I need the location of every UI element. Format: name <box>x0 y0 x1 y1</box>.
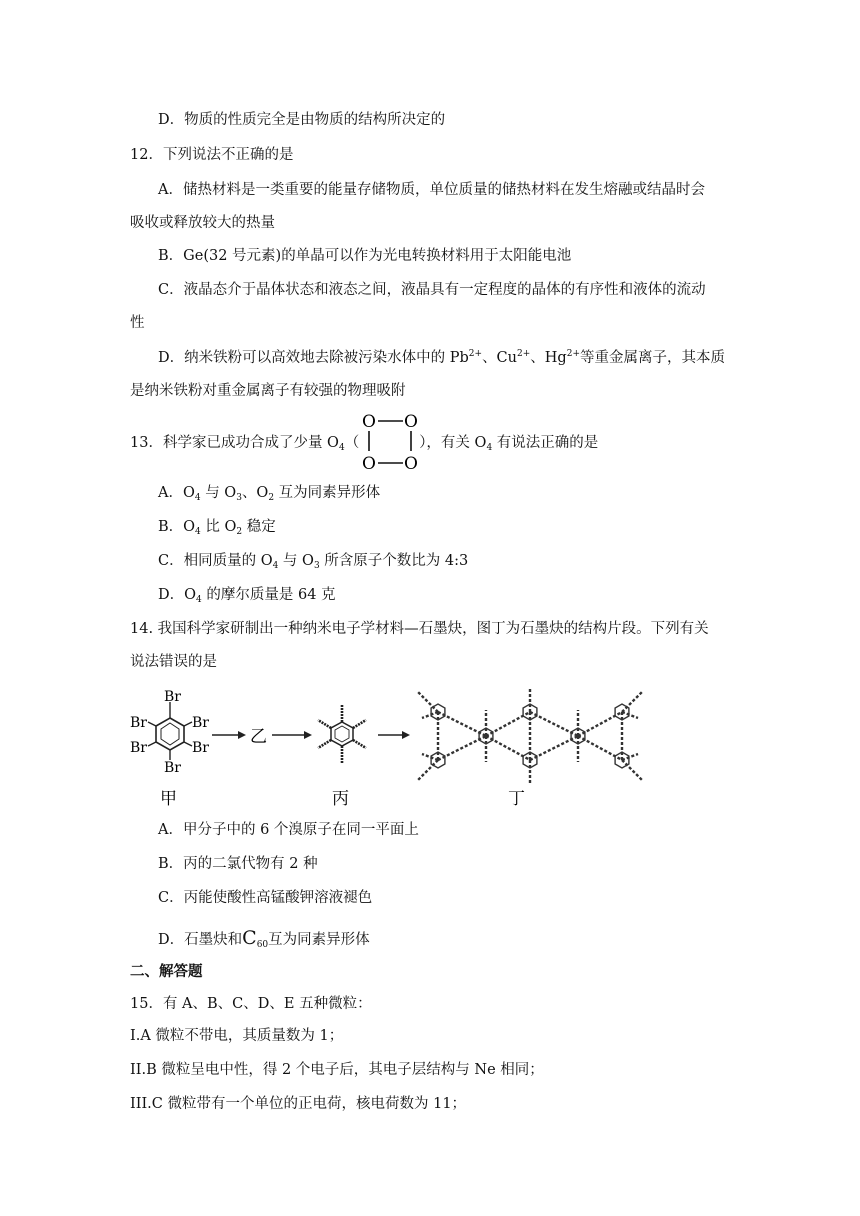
section-title: 二、解答题 <box>130 963 203 980</box>
compound-ding-label: 丁 <box>508 789 525 809</box>
text: 等重金属离子，其本质 <box>580 350 725 366</box>
q12-option-a-line2: 吸收或释放较大的热量 <box>130 215 275 231</box>
text: 与 O <box>278 553 314 569</box>
bond <box>418 692 438 712</box>
bond <box>578 712 622 736</box>
subscript: 4 <box>272 561 279 571</box>
q12-stem: 12．下列说法不正确的是 <box>130 147 294 163</box>
q15-item-ii: II.B 微粒呈电中性，得 2 个电子后，其电子层结构与 Ne 相同； <box>130 1062 544 1078</box>
compound-bing-label: 丙 <box>332 789 349 809</box>
q11-option-d: D．物质的性质完全是由物质的结构所决定的 <box>158 112 446 128</box>
subscript: 4 <box>195 527 201 537</box>
text: 、Cu <box>482 350 517 366</box>
q13-option-c <box>158 551 468 571</box>
q12-option-a-line1: A．储热材料是一类重要的能量存储物质，单位质量的储热材料在发生熔融或结晶时会 <box>158 182 705 198</box>
text: 互为同素异形体 <box>268 932 370 948</box>
q14-stem-line1: 14. 我国科学家研制出一种纳米电子学材料—石墨炔，图丁为石墨炔的结构片段。下列有关 <box>130 621 709 637</box>
text: 13．科学家已成功合成了少量 O <box>130 435 339 451</box>
q12-option-d-line2: 是纳米铁粉对重金属离子有较强的物理吸附 <box>130 383 406 399</box>
text: A．O <box>158 485 195 501</box>
arrow-head <box>238 731 246 739</box>
arrow-head <box>304 731 312 739</box>
text: 的摩尔质量是 64 克 <box>201 587 336 603</box>
text: （ <box>344 435 360 451</box>
hexaethynylbenzene-structure <box>318 704 366 764</box>
bond <box>578 736 622 760</box>
atom-o: O <box>362 412 376 432</box>
subscript: 2 <box>268 493 275 503</box>
q14-option-d <box>158 928 370 950</box>
subscript: 60 <box>256 940 269 950</box>
q12-option-c-line1: C．液晶态介于晶体状态和液态之间，液晶具有一定程度的晶体的有序性和液体的流动 <box>158 282 706 298</box>
bond <box>486 712 530 736</box>
text: D．O <box>158 587 197 603</box>
q15-item-iii: III.C 微粒带有一个单位的正电荷，核电荷数为 11； <box>130 1096 467 1112</box>
subscript: 4 <box>338 443 345 453</box>
text: 互为同素异形体 <box>274 485 381 501</box>
q12-option-c-line2: 性 <box>130 315 145 331</box>
text: 比 O <box>200 519 237 535</box>
subscript: 4 <box>194 493 201 503</box>
text: ），有关 O <box>419 435 487 451</box>
q15-item-i: I.A 微粒不带电，其质量数为 1； <box>130 1028 344 1044</box>
bromine-label: Br <box>192 740 209 756</box>
text: 所含原子个数比为 4:3 <box>319 553 469 569</box>
arrow-head <box>402 731 410 739</box>
bromine-label: Br <box>164 689 181 705</box>
bond <box>418 760 438 780</box>
subscript: 3 <box>313 561 320 571</box>
q12-option-b: B．Ge(32 号元素)的单晶可以作为光电转换材料用于太阳能电池 <box>158 248 572 264</box>
bond <box>422 712 438 718</box>
text: D．石墨炔和 <box>158 932 243 948</box>
c60-symbol: C <box>242 927 257 949</box>
atom-o: O <box>362 454 376 473</box>
q14-option-a: A．甲分子中的 6 个溴原子在同一平面上 <box>158 822 419 838</box>
bond <box>622 692 642 712</box>
bromine-label: Br <box>164 760 181 776</box>
bond <box>622 760 642 780</box>
bond <box>422 754 438 760</box>
text: 稳定 <box>242 519 276 535</box>
atom-o: O <box>404 454 418 473</box>
q14-option-c: C．丙能使酸性高锰酸钾溶液褪色 <box>158 890 373 906</box>
hexabromobenzene-structure <box>130 689 209 776</box>
o4-ring-structure <box>356 407 428 473</box>
q13-option-d <box>158 585 336 605</box>
compound-jia-label: 甲 <box>160 789 177 809</box>
q13-option-a <box>158 483 380 503</box>
text: 、O <box>241 485 269 501</box>
subscript: 4 <box>486 443 493 453</box>
text: B．O <box>158 519 196 535</box>
subscript: 2 <box>236 527 243 537</box>
q12-option-d-line1 <box>158 348 725 368</box>
bond <box>622 754 638 760</box>
text: 有说法正确的是 <box>492 435 599 451</box>
bromine-label: Br <box>192 715 209 731</box>
text: C．相同质量的 O <box>158 553 273 569</box>
text: 、Hg <box>530 350 567 366</box>
q14-stem-line2: 说法错误的是 <box>130 654 217 670</box>
q14-option-b: B．丙的二氯代物有 2 种 <box>158 856 318 872</box>
superscript: 2+ <box>517 349 531 359</box>
intermediate-yi-label: 乙 <box>250 727 267 747</box>
text: D．纳米铁粉可以高效地去除被污染水体中的 Pb <box>158 350 469 366</box>
text: 与 O <box>200 485 237 501</box>
q15-stem: 15．有 A、B、C、D、E 五种微粒： <box>130 996 372 1012</box>
subscript: 4 <box>196 595 202 605</box>
atom-o: O <box>404 412 418 432</box>
q14-reaction-scheme <box>126 680 736 810</box>
bromine-label: Br <box>130 715 147 731</box>
superscript: 2+ <box>468 349 483 359</box>
q13-option-b <box>158 517 276 537</box>
superscript: 2+ <box>566 349 580 359</box>
graphdiyne-structure <box>418 688 642 784</box>
bond <box>622 712 638 718</box>
bond <box>486 736 530 760</box>
bromine-label: Br <box>130 740 147 756</box>
subscript: 3 <box>236 493 242 503</box>
